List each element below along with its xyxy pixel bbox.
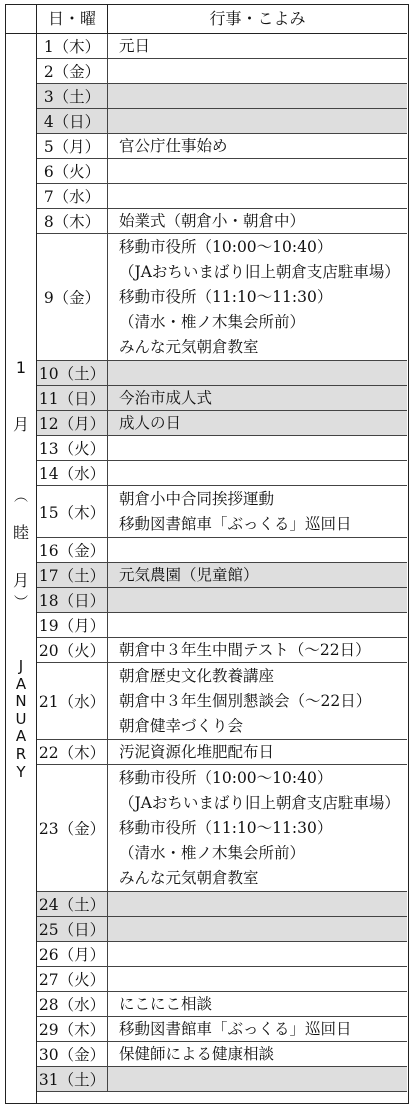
event-cell	[108, 34, 407, 58]
event-cell	[108, 411, 407, 435]
date-column-header: 日・曜	[37, 5, 108, 33]
date-cell: 2（金）	[37, 59, 108, 83]
date-cell: 22（木）	[37, 740, 108, 764]
event-cell	[108, 992, 407, 1016]
date-cell: 5（月）	[37, 134, 108, 158]
event-cell	[108, 209, 407, 233]
event-cell	[108, 461, 407, 485]
date-cell: 15（木）	[37, 486, 108, 537]
month-old-name-1: 睦	[12, 523, 29, 542]
date-cell: 31（土）	[37, 1067, 108, 1091]
table-row	[37, 942, 407, 967]
date-cell: 16（金）	[37, 538, 108, 562]
table-row	[37, 563, 407, 588]
event-cell	[108, 84, 407, 108]
event-cell	[108, 159, 407, 183]
month-kanji: 月	[12, 415, 29, 434]
event-cell	[108, 486, 407, 537]
table-row	[37, 34, 407, 59]
table-row	[37, 184, 407, 209]
table-row	[37, 992, 407, 1017]
table-row	[37, 1017, 407, 1042]
date-cell: 14（水）	[37, 461, 108, 485]
table-row	[37, 1042, 407, 1067]
table-header	[6, 5, 407, 34]
month-number: 1	[15, 358, 27, 377]
table-row	[37, 663, 407, 740]
event-cell	[108, 740, 407, 764]
event-line: 保健師による健康相談	[119, 1044, 275, 1063]
date-cell: 1（木）	[37, 34, 108, 58]
event-cell	[108, 613, 407, 637]
event-cell	[108, 134, 407, 158]
month-english-letter: J	[18, 657, 24, 675]
date-cell: 6（火）	[37, 159, 108, 183]
month-english-letter: R	[15, 744, 27, 763]
open-paren: ︵	[14, 489, 28, 505]
date-cell: 27（火）	[37, 967, 108, 991]
event-line: （JAおちいまばり旧上朝倉支店駐車場）	[119, 262, 400, 281]
event-line: 朝倉中３年生個別懇談会（〜22日）	[119, 691, 372, 710]
event-cell	[108, 109, 407, 133]
date-cell: 10（土）	[37, 361, 108, 385]
event-cell	[108, 234, 407, 360]
event-line: にこにこ相談	[119, 994, 213, 1013]
month-old-name-2: 月	[12, 571, 29, 590]
date-cell: 12（月）	[37, 411, 108, 435]
table-row	[37, 59, 407, 84]
table-row	[37, 134, 407, 159]
table-row	[37, 538, 407, 563]
date-cell: 18（日）	[37, 588, 108, 612]
date-cell: 9（金）	[37, 234, 108, 360]
event-cell	[108, 563, 407, 587]
event-cell	[108, 942, 407, 966]
close-paren: ︶	[14, 595, 28, 611]
table-row	[37, 486, 407, 538]
date-cell: 29（木）	[37, 1017, 108, 1041]
date-cell: 24（土）	[37, 892, 108, 916]
calendar-table	[5, 4, 409, 1104]
date-cell: 4（日）	[37, 109, 108, 133]
event-cell	[108, 967, 407, 991]
date-cell: 19（月）	[37, 613, 108, 637]
date-cell: 3（土）	[37, 84, 108, 108]
table-row	[37, 159, 407, 184]
date-cell: 11（日）	[37, 386, 108, 410]
event-cell	[108, 184, 407, 208]
event-cell	[108, 1017, 407, 1041]
date-cell: 28（水）	[37, 992, 108, 1016]
event-cell	[108, 892, 407, 916]
event-cell	[108, 1067, 407, 1091]
date-cell: 21（水）	[37, 663, 108, 739]
event-line: 成人の日	[119, 413, 182, 432]
event-line: みんな元気朝倉教室	[119, 868, 259, 887]
date-cell: 8（木）	[37, 209, 108, 233]
month-english-letter: N	[15, 692, 27, 711]
table-row	[37, 411, 407, 436]
event-cell	[108, 361, 407, 385]
table-row	[37, 917, 407, 942]
event-line: 今治市成人式	[119, 388, 213, 407]
table-row	[37, 892, 407, 917]
event-cell	[108, 663, 407, 739]
event-line: 官公庁仕事始め	[119, 136, 228, 155]
table-row	[37, 588, 407, 613]
event-line: 移動市役所（11:10〜11:30）	[119, 287, 333, 306]
event-cell	[108, 59, 407, 83]
table-row	[37, 1067, 407, 1092]
event-cell	[108, 588, 407, 612]
event-line: 朝倉歴史文化教養講座	[119, 666, 275, 685]
table-row	[37, 740, 407, 765]
month-english	[6, 658, 36, 781]
table-row	[37, 461, 407, 486]
month-english-letter: A	[15, 727, 27, 746]
event-line: 元気農園（児童館）	[119, 565, 259, 584]
table-row	[37, 209, 407, 234]
event-line: 移動図書館車「ぶっくる」巡回日	[119, 1019, 352, 1038]
date-cell: 7（水）	[37, 184, 108, 208]
date-cell: 25（日）	[37, 917, 108, 941]
event-line: （JAおちいまばり旧上朝倉支店駐車場）	[119, 793, 400, 812]
date-cell: 26（月）	[37, 942, 108, 966]
event-cell	[108, 765, 407, 891]
event-cell	[108, 386, 407, 410]
table-row	[37, 234, 407, 361]
month-column	[6, 34, 37, 1103]
date-cell: 20（火）	[37, 638, 108, 662]
month-english-letter: U	[15, 709, 27, 728]
table-row	[37, 613, 407, 638]
event-cell	[108, 538, 407, 562]
event-line: 汚泥資源化堆肥配布日	[119, 742, 275, 761]
event-line: みんな元気朝倉教室	[119, 337, 259, 356]
date-cell: 30（金）	[37, 1042, 108, 1066]
table-row	[37, 109, 407, 134]
event-column-header: 行事・こよみ	[209, 9, 306, 28]
event-line: 元日	[119, 36, 151, 55]
table-row	[37, 386, 407, 411]
event-line: 朝倉健幸づくり会	[119, 716, 244, 735]
event-cell	[108, 1042, 407, 1066]
event-line: 移動市役所（11:10〜11:30）	[119, 818, 333, 837]
month-english-letter: A	[15, 674, 27, 693]
event-line: 移動市役所（10:00〜10:40）	[119, 768, 333, 787]
event-line: 始業式（朝倉小・朝倉中）	[119, 211, 306, 230]
table-row	[37, 361, 407, 386]
event-line: 朝倉中３年生中間テスト（〜22日）	[119, 640, 371, 659]
date-cell: 23（金）	[37, 765, 108, 891]
event-cell	[108, 917, 407, 941]
event-cell	[108, 638, 407, 662]
table-row	[37, 765, 407, 892]
month-header-cell	[6, 5, 37, 33]
table-row	[37, 84, 407, 109]
event-line: 朝倉小中合同挨拶運動	[119, 489, 275, 508]
event-line: 移動市役所（10:00〜10:40）	[119, 237, 333, 256]
event-line: （清水・椎ノ木集会所前）	[119, 843, 306, 862]
table-row	[37, 638, 407, 663]
date-cell: 17（土）	[37, 563, 108, 587]
event-cell	[108, 436, 407, 460]
table-row	[37, 967, 407, 992]
event-line: 移動図書館車「ぶっくる」巡回日	[119, 514, 352, 533]
event-line: （清水・椎ノ木集会所前）	[119, 312, 306, 331]
month-english-letter: Y	[16, 762, 26, 781]
date-cell: 13（火）	[37, 436, 108, 460]
table-row	[37, 436, 407, 461]
